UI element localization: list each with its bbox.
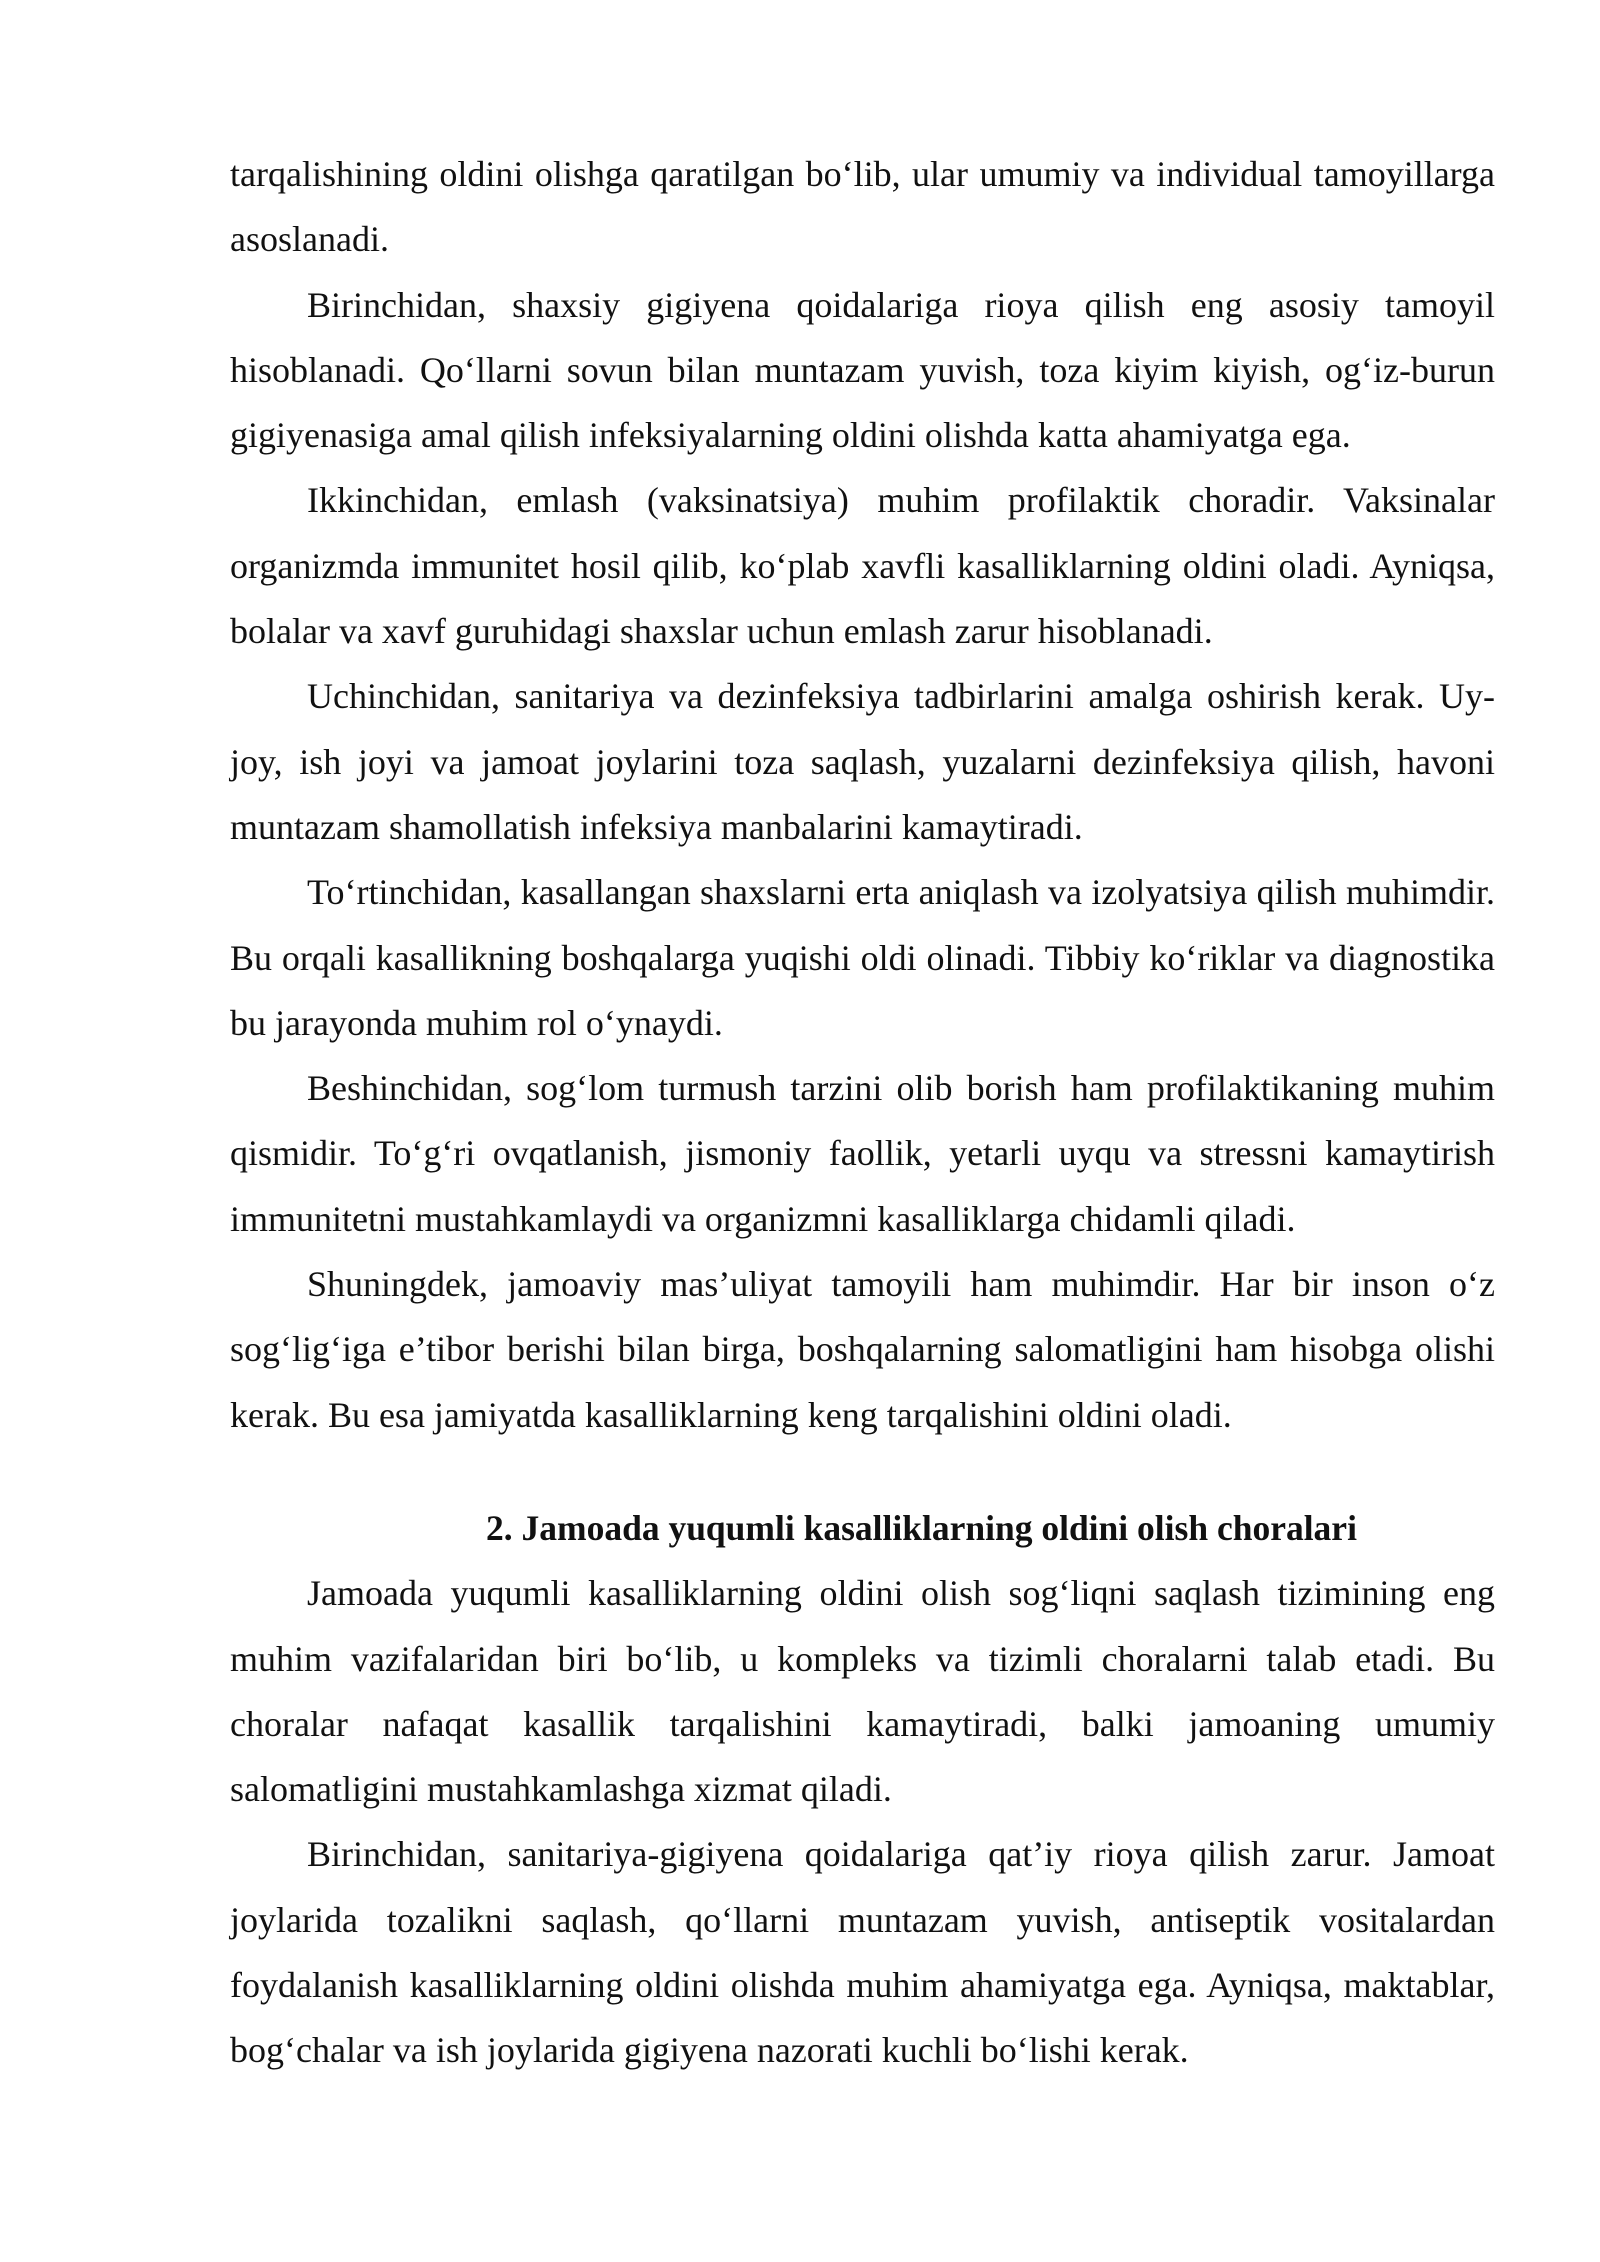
paragraph-collective-responsibility: Shuningdek, jamoaviy mas’uliyat tamoyili ham muhimdir. Har bir inson o‘z sog‘lig‘iga e’tibor berishi bilan birga, boshqalarning salomatligini ham hisobga olishi kerak. Bu esa jamiyatda kasalliklarning keng tarqalishini oldini oladi. [230,1264,1495,1435]
paragraph-continuation: tarqalishining oldini olishga qaratilgan bo‘lib, ular umumiy va individual tamoyillarga asoslanadi. [230,154,1495,260]
paragraph-isolation: To‘rtinchidan, kasallangan shaxslarni erta aniqlash va izolyatsiya qilish muhimdir. Bu orqali kasallikning boshqalarga yuqishi oldi olinadi. Tibbiy ko‘riklar va diagnostika bu jarayonda muhim rol o‘ynaydi. [230,872,1495,1043]
section-heading: 2. Jamoada yuqumli kasalliklarning oldini olish choralari [486,1507,1357,1548]
paragraph-personal-hygiene: Birinchidan, shaxsiy gigiyena qoidalariga rioya qilish eng asosiy tamoyil hisoblanadi. Qo‘llarni sovun bilan muntazam yuvish, toza kiyim kiyish, og‘iz-burun gigiyenasiga amal qilish infeksiyalarning oldini olishda katta ahamiyatga ega. [230,284,1495,456]
paragraph-vaccination: Ikkinchidan, emlash (vaksinatsiya) muhim profilaktik choradir. Vaksinalar organizmda immunitet hosil qilib, ko‘plab xavfli kasalliklarning oldini oladi. Ayniqsa, bolalar va xavf guruhidagi shaxslar uchun emlash zarur hisoblanadi. [230,480,1495,652]
paragraph-healthy-lifestyle: Beshinchidan, sog‘lom turmush tarzini olib borish ham profilaktikaning muhim qismidir. To‘g‘ri ovqatlanish, jismoniy faollik, yetarli uyqu va stressni kamaytirish immunitetni mustahkamlaydi va organizmni kasalliklarga chidamli qiladi. [230,1068,1495,1239]
paragraph-section2-hygiene: Birinchidan, sanitariya-gigiyena qoidalariga qat’iy rioya qilish zarur. Jamoat joylarida tozalikni saqlash, qo‘llarni muntazam yuvish, antiseptik vositalardan foydalanish kasalliklarning oldini olishda muhim ahamiyatga ega. Ayniqsa, maktablar, bog‘chalar va ish joylarida gigiyena nazorati kuchli bo‘lishi kerak. [230,1834,1495,2071]
paragraph-section2-intro: Jamoada yuqumli kasalliklarning oldini olish sog‘liqni saqlash tizimining eng muhim vazifalaridan biri bo‘lib, u kompleks va tizimli choralarni talab etadi. Bu choralar nafaqat kasallik tarqalishini kamaytiradi, balki jamoaning umumiy salomatligini mustahkamlashga xizmat qiladi. [230,1573,1495,1810]
document-page [230,142,1495,2084]
paragraph-sanitation: Uchinchidan, sanitariya va dezinfeksiya tadbirlarini amalga oshirish kerak. Uy-joy, ish joyi va jamoat joylarini toza saqlash, yuzalarni dezinfeksiya qilish, havoni muntazam shamollatish infeksiya manbalarini kamaytiradi. [230,676,1495,847]
